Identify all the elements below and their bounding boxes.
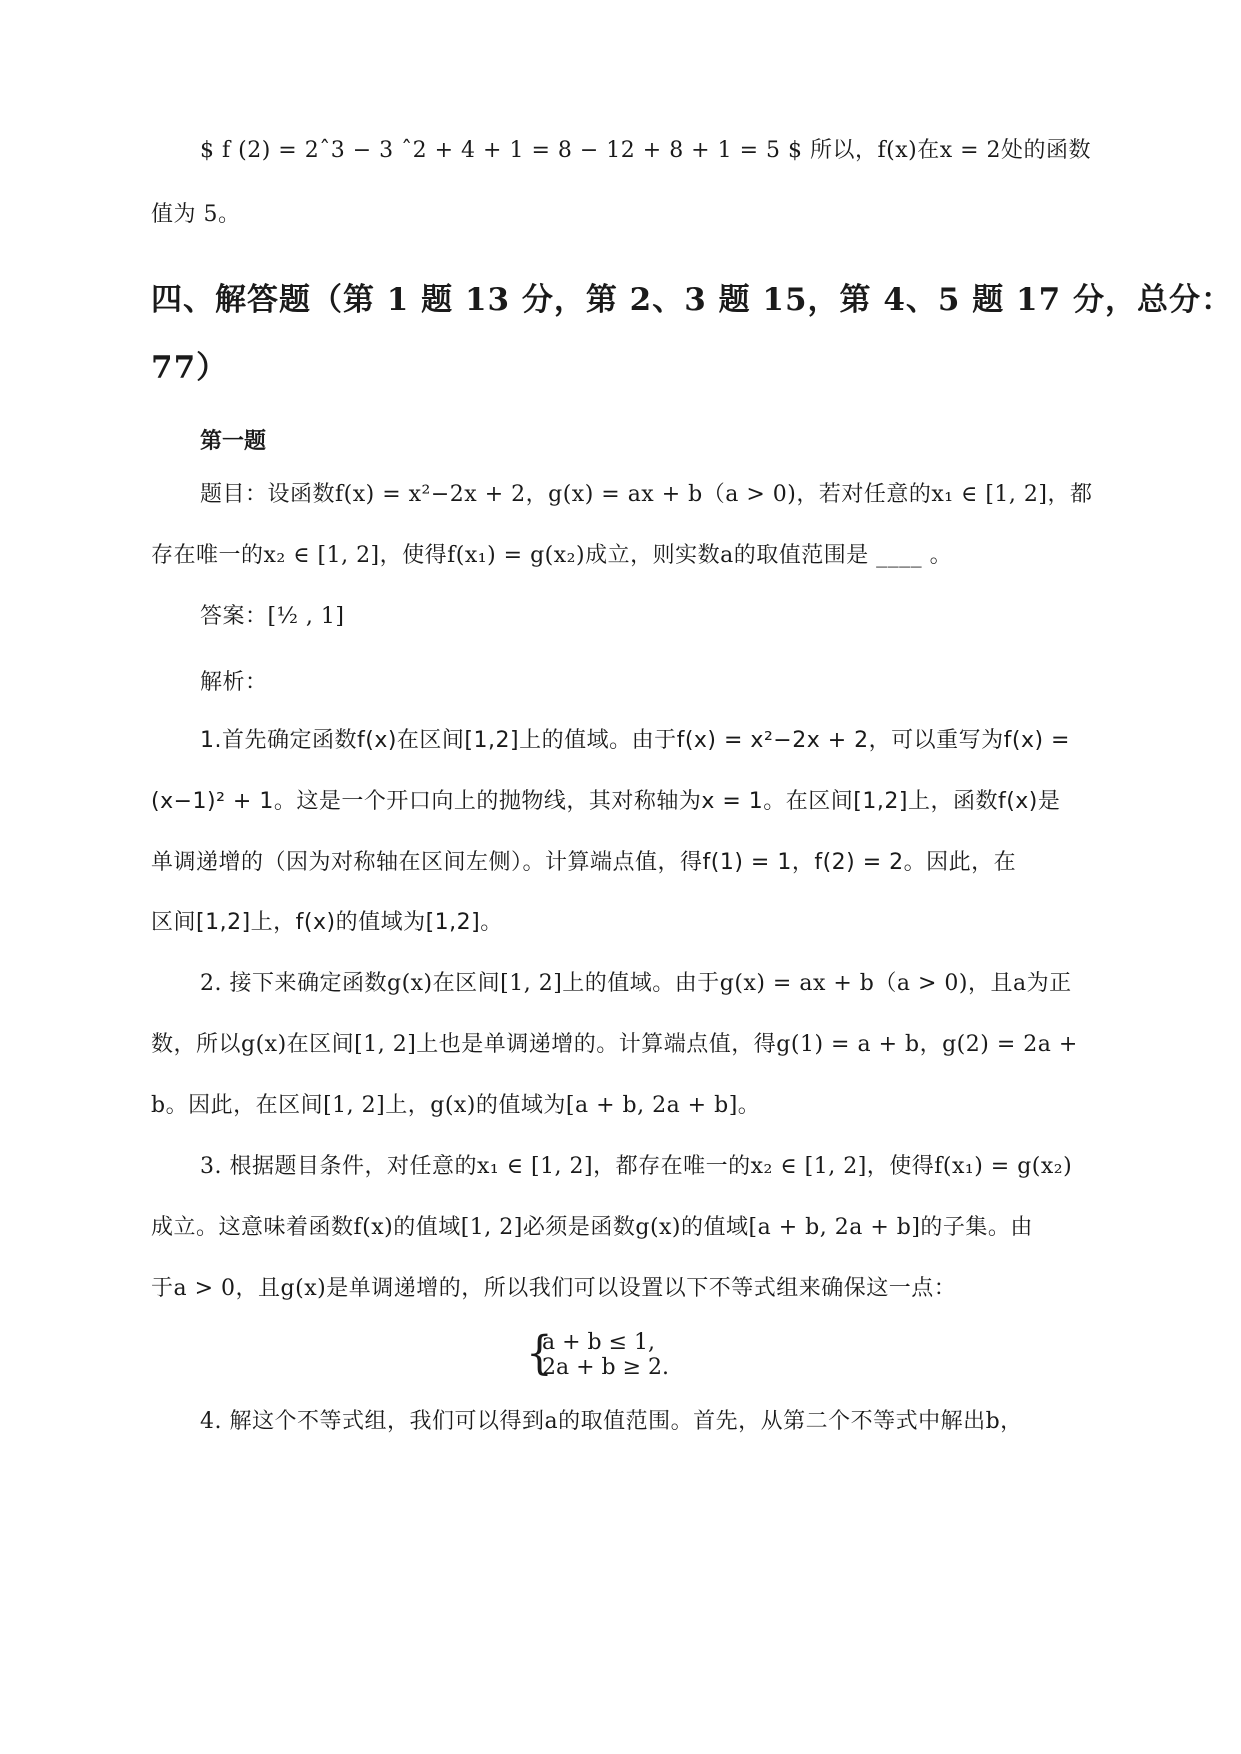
- calc-line-2: 值为 5。: [151, 202, 241, 227]
- calc-line-1: $ f (2) = 2ˆ3 − 3 ˆ2 + 4 + 1 = 8 − 12 + 8 + 1 = 5 $ 所以，f(x)在x = 2处的函数: [200, 138, 1092, 163]
- step1-line-3: 单调递增的（因为对称轴在区间左侧）。计算端点值，得f(1) = 1，f(2) = 2。因此，在: [151, 850, 1017, 875]
- answer-line: [200, 604, 1140, 631]
- step3-line-2: 成立。这意味着函数f(x)的值域[1, 2]必须是函数g(x)的值域[a + b, 2a + b]的子集。由: [151, 1215, 1033, 1240]
- step3-line-1: 3. 根据题目条件，对任意的x₁ ∈ [1, 2]，都存在唯一的x₂ ∈ [1, 2]，使得f(x₁) = g(x₂): [200, 1154, 1073, 1179]
- step1-line-1: 1.首先确定函数f(x)在区间[1,2]上的值域。由于f(x) = x²−2x + 2，可以重写为f(x) =: [200, 728, 1070, 753]
- left-brace: {: [526, 1325, 553, 1380]
- inequality-system: [526, 1325, 670, 1381]
- step3-line-3: 于a > 0，且g(x)是单调递增的，所以我们可以设置以下不等式组来确保这一点：: [151, 1276, 957, 1301]
- analysis-label: 解析：: [200, 670, 268, 695]
- question-line-1: 题目：设函数f(x) = x²−2x + 2，g(x) = ax + b（a > 0)，若对任意的x₁ ∈ [1, 2]，都: [200, 482, 1093, 507]
- step4-line-1: 4. 解这个不等式组，我们可以得到a的取值范围。首先，从第二个不等式中解出b，: [200, 1409, 1023, 1434]
- problem-label: 第一题: [200, 428, 267, 454]
- answer-value: [½ , 1]: [267, 604, 345, 629]
- inequality-row-1: a + b ≤ 1,: [542, 1330, 656, 1355]
- answer-prefix: 答案：: [200, 604, 268, 630]
- step1-line-2: (x−1)² + 1。这是一个开口向上的抛物线，其对称轴为x = 1。在区间[1,2]上，函数f(x)是: [151, 789, 1061, 814]
- step1-line-4: 区间[1,2]上，f(x)的值域为[1,2]。: [151, 910, 503, 935]
- step2-line-2: 数，所以g(x)在区间[1, 2]上也是单调递增的。计算端点值，得g(1) = a + b，g(2) = 2a +: [151, 1032, 1078, 1057]
- step2-line-3: b。因此，在区间[1, 2]上，g(x)的值域为[a + b, 2a + b]。: [151, 1093, 761, 1118]
- question-line-2: 存在唯一的x₂ ∈ [1, 2]，使得f(x₁) = g(x₂)成立，则实数a的取值范围是 ____ 。: [151, 543, 953, 568]
- section-title-line-1: 四、解答题（第 1 题 13 分，第 2、3 题 15，第 4、5 题 17 分，总分：: [151, 282, 1233, 318]
- step2-line-1: 2. 接下来确定函数g(x)在区间[1, 2]上的值域。由于g(x) = ax + b（a > 0)，且a为正: [200, 971, 1072, 996]
- inequality-row-2: 2a + b ≥ 2.: [542, 1355, 670, 1381]
- section-title-line-2: 77）: [151, 350, 229, 386]
